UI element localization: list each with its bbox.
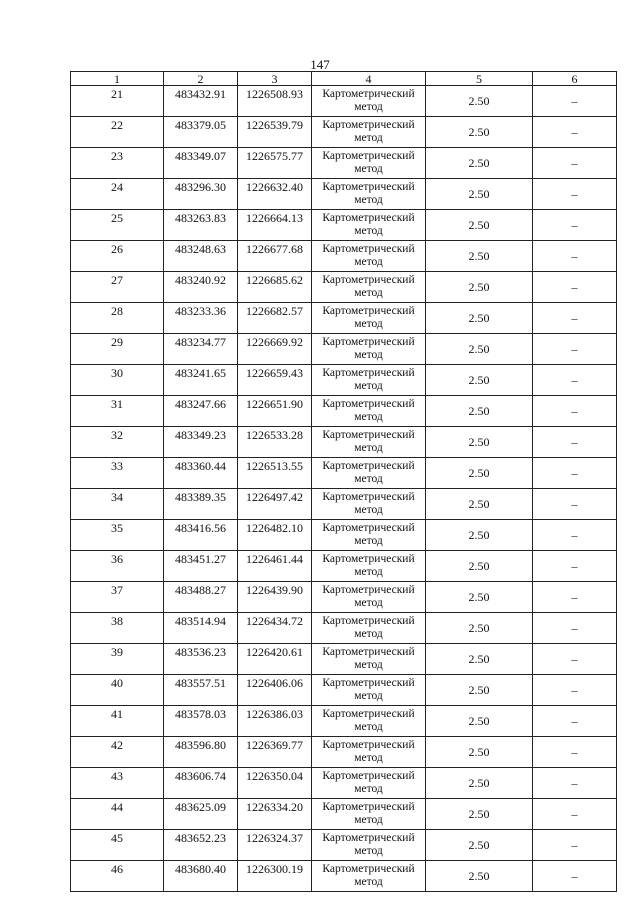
y-coordinate: 1226406.06 bbox=[238, 675, 312, 706]
x-coordinate: 483360.44 bbox=[164, 458, 238, 489]
x-coordinate: 483680.40 bbox=[164, 861, 238, 892]
y-coordinate: 1226664.13 bbox=[238, 210, 312, 241]
note-cell: – bbox=[533, 86, 617, 117]
y-coordinate: 1226685.62 bbox=[238, 272, 312, 303]
table-row bbox=[71, 644, 617, 675]
method-cell: Картометрический метод bbox=[312, 613, 426, 644]
y-coordinate: 1226300.19 bbox=[238, 861, 312, 892]
precision-cell: 2.50 bbox=[426, 396, 533, 427]
table-row bbox=[71, 799, 617, 830]
point-number: 23 bbox=[71, 148, 164, 179]
x-coordinate: 483536.23 bbox=[164, 644, 238, 675]
note-cell: – bbox=[533, 799, 617, 830]
point-number: 31 bbox=[71, 396, 164, 427]
table-row bbox=[71, 675, 617, 706]
precision-cell: 2.50 bbox=[426, 365, 533, 396]
y-coordinate: 1226420.61 bbox=[238, 644, 312, 675]
method-cell: Картометрический метод bbox=[312, 365, 426, 396]
x-coordinate: 483247.66 bbox=[164, 396, 238, 427]
x-coordinate: 483451.27 bbox=[164, 551, 238, 582]
point-number: 40 bbox=[71, 675, 164, 706]
table-row bbox=[71, 582, 617, 613]
point-number: 27 bbox=[71, 272, 164, 303]
precision-cell: 2.50 bbox=[426, 303, 533, 334]
y-coordinate: 1226350.04 bbox=[238, 768, 312, 799]
y-coordinate: 1226513.55 bbox=[238, 458, 312, 489]
point-number: 33 bbox=[71, 458, 164, 489]
note-cell: – bbox=[533, 737, 617, 768]
table-row bbox=[71, 86, 617, 117]
table-header-row bbox=[71, 72, 617, 86]
method-cell: Картометрический метод bbox=[312, 520, 426, 551]
precision-cell: 2.50 bbox=[426, 644, 533, 675]
x-coordinate: 483349.23 bbox=[164, 427, 238, 458]
precision-cell: 2.50 bbox=[426, 489, 533, 520]
point-number: 21 bbox=[71, 86, 164, 117]
note-cell: – bbox=[533, 768, 617, 799]
table-row bbox=[71, 365, 617, 396]
method-cell: Картометрический метод bbox=[312, 427, 426, 458]
note-cell: – bbox=[533, 148, 617, 179]
method-cell: Картометрический метод bbox=[312, 551, 426, 582]
note-cell: – bbox=[533, 644, 617, 675]
x-coordinate: 483233.36 bbox=[164, 303, 238, 334]
table-row bbox=[71, 520, 617, 551]
y-coordinate: 1226324.37 bbox=[238, 830, 312, 861]
point-number: 41 bbox=[71, 706, 164, 737]
precision-cell: 2.50 bbox=[426, 582, 533, 613]
method-cell: Картометрический метод bbox=[312, 582, 426, 613]
note-cell: – bbox=[533, 179, 617, 210]
table-row bbox=[71, 396, 617, 427]
page-number: 147 bbox=[310, 57, 330, 72]
y-coordinate: 1226461.44 bbox=[238, 551, 312, 582]
precision-cell: 2.50 bbox=[426, 830, 533, 861]
x-coordinate: 483263.83 bbox=[164, 210, 238, 241]
method-cell: Картометрический метод bbox=[312, 117, 426, 148]
precision-cell: 2.50 bbox=[426, 675, 533, 706]
note-cell: – bbox=[533, 861, 617, 892]
note-cell: – bbox=[533, 334, 617, 365]
column-header: 1 bbox=[71, 72, 164, 86]
x-coordinate: 483514.94 bbox=[164, 613, 238, 644]
x-coordinate: 483296.30 bbox=[164, 179, 238, 210]
y-coordinate: 1226508.93 bbox=[238, 86, 312, 117]
point-number: 30 bbox=[71, 365, 164, 396]
point-number: 29 bbox=[71, 334, 164, 365]
point-number: 26 bbox=[71, 241, 164, 272]
method-cell: Картометрический метод bbox=[312, 799, 426, 830]
column-header: 5 bbox=[426, 72, 533, 86]
precision-cell: 2.50 bbox=[426, 551, 533, 582]
x-coordinate: 483240.92 bbox=[164, 272, 238, 303]
x-coordinate: 483596.80 bbox=[164, 737, 238, 768]
method-cell: Картометрический метод bbox=[312, 303, 426, 334]
note-cell: – bbox=[533, 489, 617, 520]
method-cell: Картометрический метод bbox=[312, 706, 426, 737]
method-cell: Картометрический метод bbox=[312, 210, 426, 241]
note-cell: – bbox=[533, 241, 617, 272]
precision-cell: 2.50 bbox=[426, 799, 533, 830]
note-cell: – bbox=[533, 520, 617, 551]
note-cell: – bbox=[533, 830, 617, 861]
note-cell: – bbox=[533, 706, 617, 737]
method-cell: Картометрический метод bbox=[312, 737, 426, 768]
x-coordinate: 483488.27 bbox=[164, 582, 238, 613]
point-number: 36 bbox=[71, 551, 164, 582]
x-coordinate: 483241.65 bbox=[164, 365, 238, 396]
point-number: 45 bbox=[71, 830, 164, 861]
y-coordinate: 1226369.77 bbox=[238, 737, 312, 768]
table-row bbox=[71, 861, 617, 892]
table-row bbox=[71, 458, 617, 489]
note-cell: – bbox=[533, 613, 617, 644]
x-coordinate: 483652.23 bbox=[164, 830, 238, 861]
point-number: 42 bbox=[71, 737, 164, 768]
method-cell: Картометрический метод bbox=[312, 458, 426, 489]
column-header: 6 bbox=[533, 72, 617, 86]
precision-cell: 2.50 bbox=[426, 334, 533, 365]
table-row bbox=[71, 830, 617, 861]
y-coordinate: 1226659.43 bbox=[238, 365, 312, 396]
method-cell: Картометрический метод bbox=[312, 272, 426, 303]
precision-cell: 2.50 bbox=[426, 148, 533, 179]
method-cell: Картометрический метод bbox=[312, 148, 426, 179]
table-row bbox=[71, 179, 617, 210]
precision-cell: 2.50 bbox=[426, 179, 533, 210]
precision-cell: 2.50 bbox=[426, 210, 533, 241]
x-coordinate: 483557.51 bbox=[164, 675, 238, 706]
method-cell: Картометрический метод bbox=[312, 861, 426, 892]
point-number: 44 bbox=[71, 799, 164, 830]
y-coordinate: 1226334.20 bbox=[238, 799, 312, 830]
method-cell: Картометрический метод bbox=[312, 334, 426, 365]
note-cell: – bbox=[533, 365, 617, 396]
table-row bbox=[71, 241, 617, 272]
table-row bbox=[71, 303, 617, 334]
note-cell: – bbox=[533, 117, 617, 148]
precision-cell: 2.50 bbox=[426, 458, 533, 489]
table-row bbox=[71, 768, 617, 799]
precision-cell: 2.50 bbox=[426, 768, 533, 799]
x-coordinate: 483389.35 bbox=[164, 489, 238, 520]
method-cell: Картометрический метод bbox=[312, 830, 426, 861]
table-row bbox=[71, 148, 617, 179]
table-row bbox=[71, 334, 617, 365]
method-cell: Картометрический метод bbox=[312, 396, 426, 427]
table-row bbox=[71, 210, 617, 241]
point-number: 39 bbox=[71, 644, 164, 675]
coordinates-table bbox=[70, 71, 617, 892]
y-coordinate: 1226533.28 bbox=[238, 427, 312, 458]
table-row bbox=[71, 706, 617, 737]
column-header: 3 bbox=[238, 72, 312, 86]
y-coordinate: 1226682.57 bbox=[238, 303, 312, 334]
precision-cell: 2.50 bbox=[426, 737, 533, 768]
note-cell: – bbox=[533, 210, 617, 241]
note-cell: – bbox=[533, 272, 617, 303]
point-number: 24 bbox=[71, 179, 164, 210]
precision-cell: 2.50 bbox=[426, 706, 533, 737]
point-number: 22 bbox=[71, 117, 164, 148]
y-coordinate: 1226677.68 bbox=[238, 241, 312, 272]
point-number: 34 bbox=[71, 489, 164, 520]
note-cell: – bbox=[533, 396, 617, 427]
point-number: 25 bbox=[71, 210, 164, 241]
note-cell: – bbox=[533, 458, 617, 489]
method-cell: Картометрический метод bbox=[312, 489, 426, 520]
method-cell: Картометрический метод bbox=[312, 86, 426, 117]
y-coordinate: 1226386.03 bbox=[238, 706, 312, 737]
precision-cell: 2.50 bbox=[426, 117, 533, 148]
precision-cell: 2.50 bbox=[426, 427, 533, 458]
y-coordinate: 1226669.92 bbox=[238, 334, 312, 365]
precision-cell: 2.50 bbox=[426, 272, 533, 303]
note-cell: – bbox=[533, 427, 617, 458]
table-row bbox=[71, 272, 617, 303]
point-number: 32 bbox=[71, 427, 164, 458]
x-coordinate: 483432.91 bbox=[164, 86, 238, 117]
x-coordinate: 483248.63 bbox=[164, 241, 238, 272]
note-cell: – bbox=[533, 551, 617, 582]
table-row bbox=[71, 427, 617, 458]
x-coordinate: 483578.03 bbox=[164, 706, 238, 737]
note-cell: – bbox=[533, 303, 617, 334]
precision-cell: 2.50 bbox=[426, 520, 533, 551]
precision-cell: 2.50 bbox=[426, 241, 533, 272]
note-cell: – bbox=[533, 582, 617, 613]
precision-cell: 2.50 bbox=[426, 861, 533, 892]
x-coordinate: 483349.07 bbox=[164, 148, 238, 179]
point-number: 28 bbox=[71, 303, 164, 334]
y-coordinate: 1226439.90 bbox=[238, 582, 312, 613]
method-cell: Картометрический метод bbox=[312, 241, 426, 272]
x-coordinate: 483625.09 bbox=[164, 799, 238, 830]
column-header: 2 bbox=[164, 72, 238, 86]
y-coordinate: 1226632.40 bbox=[238, 179, 312, 210]
precision-cell: 2.50 bbox=[426, 86, 533, 117]
y-coordinate: 1226482.10 bbox=[238, 520, 312, 551]
point-number: 43 bbox=[71, 768, 164, 799]
table-row bbox=[71, 613, 617, 644]
method-cell: Картометрический метод bbox=[312, 768, 426, 799]
x-coordinate: 483416.56 bbox=[164, 520, 238, 551]
method-cell: Картометрический метод bbox=[312, 644, 426, 675]
y-coordinate: 1226434.72 bbox=[238, 613, 312, 644]
y-coordinate: 1226497.42 bbox=[238, 489, 312, 520]
y-coordinate: 1226575.77 bbox=[238, 148, 312, 179]
y-coordinate: 1226651.90 bbox=[238, 396, 312, 427]
table-row bbox=[71, 489, 617, 520]
x-coordinate: 483379.05 bbox=[164, 117, 238, 148]
table-row bbox=[71, 551, 617, 582]
method-cell: Картометрический метод bbox=[312, 675, 426, 706]
x-coordinate: 483234.77 bbox=[164, 334, 238, 365]
precision-cell: 2.50 bbox=[426, 613, 533, 644]
method-cell: Картометрический метод bbox=[312, 179, 426, 210]
point-number: 46 bbox=[71, 861, 164, 892]
table-row bbox=[71, 117, 617, 148]
y-coordinate: 1226539.79 bbox=[238, 117, 312, 148]
table-row bbox=[71, 737, 617, 768]
point-number: 38 bbox=[71, 613, 164, 644]
note-cell: – bbox=[533, 675, 617, 706]
point-number: 37 bbox=[71, 582, 164, 613]
point-number: 35 bbox=[71, 520, 164, 551]
x-coordinate: 483606.74 bbox=[164, 768, 238, 799]
column-header: 4 bbox=[312, 72, 426, 86]
